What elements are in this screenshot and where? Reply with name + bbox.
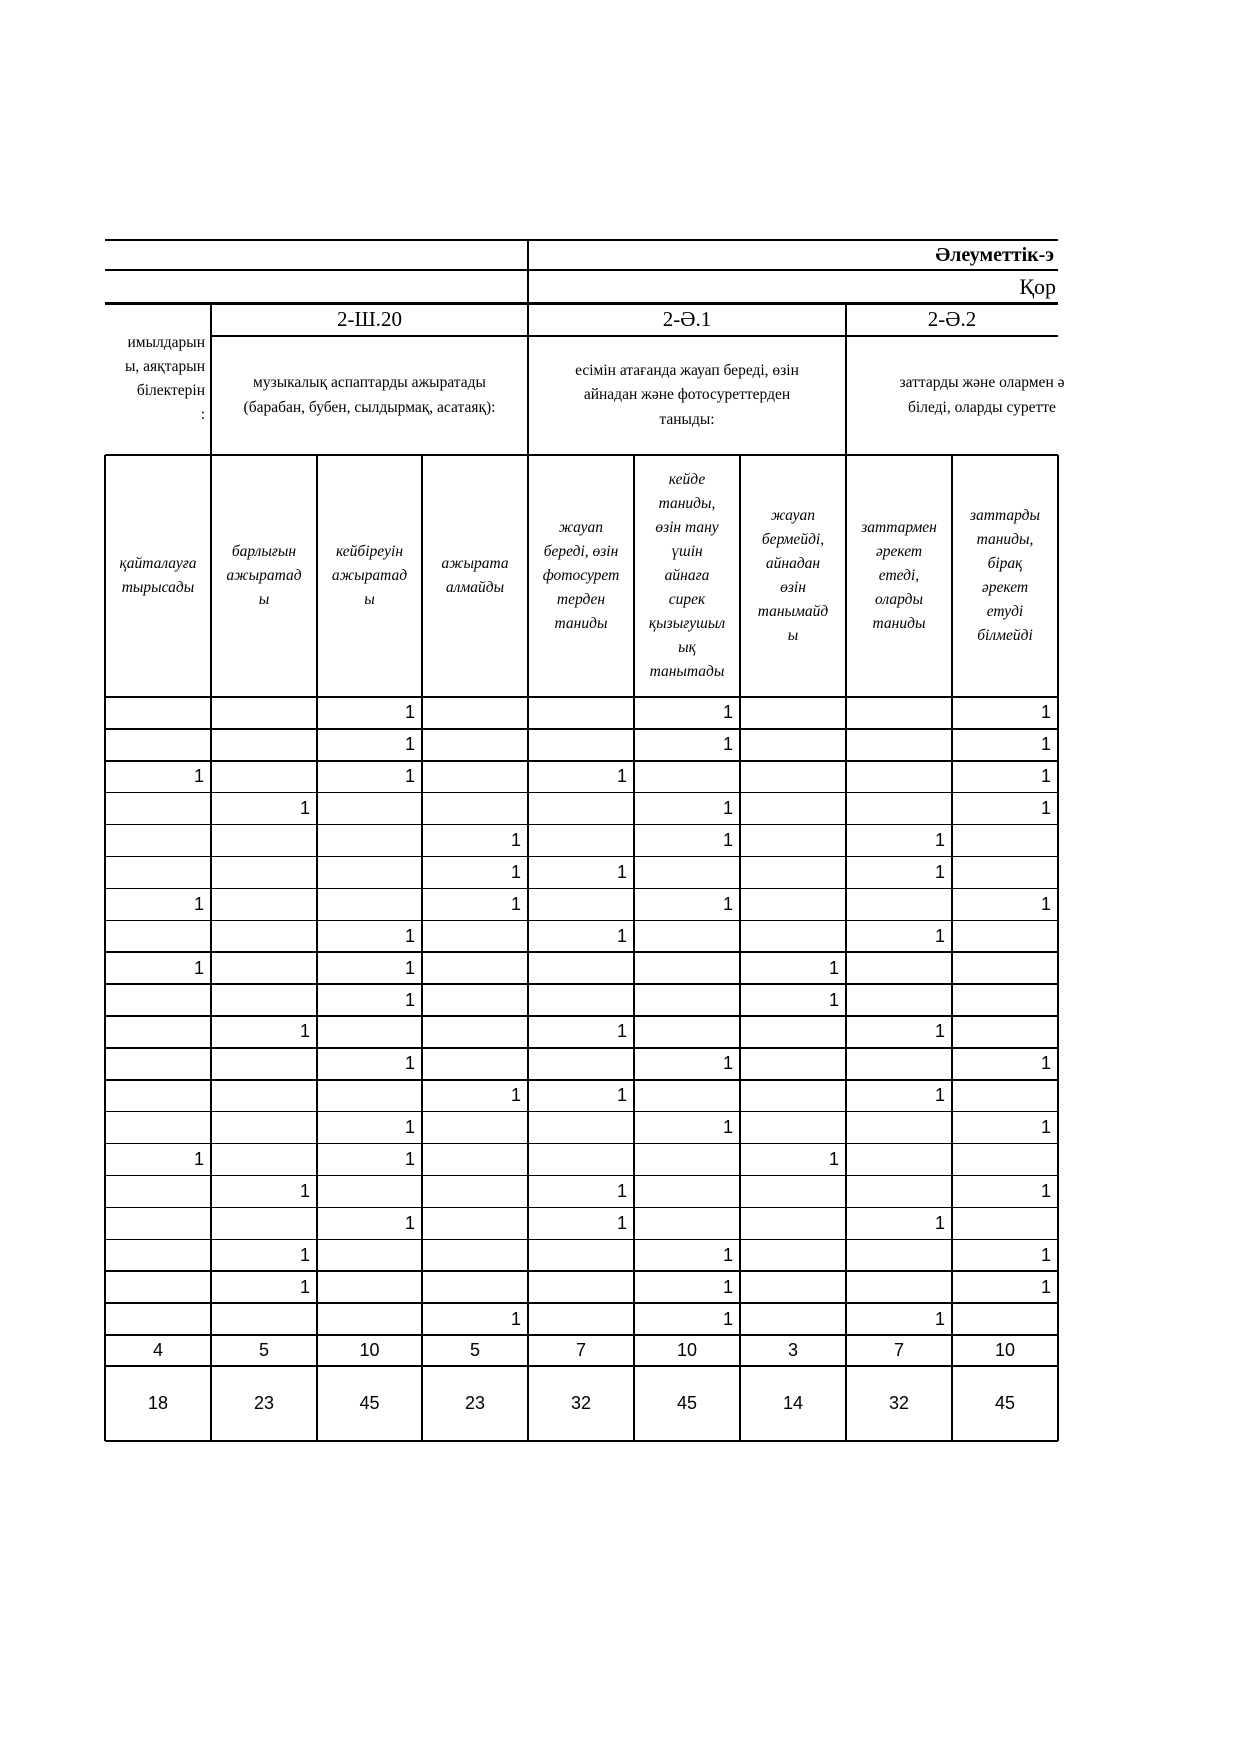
data-cell — [211, 952, 317, 984]
level-column-header: қайталауға тырысады — [119, 554, 197, 596]
percent-cell: 32 — [570, 1393, 592, 1413]
data-cell: 1 — [616, 1085, 627, 1106]
data-cell — [634, 920, 740, 952]
data-cell — [317, 825, 422, 857]
data-cell — [740, 729, 846, 761]
data-cell — [740, 761, 846, 793]
data-cell: 1 — [299, 1244, 310, 1265]
data-cell — [952, 825, 1058, 857]
data-cell — [846, 1144, 952, 1176]
data-cell — [211, 857, 317, 889]
data-cell: 1 — [193, 1149, 204, 1170]
data-cell — [846, 697, 952, 729]
data-cell: 1 — [510, 861, 521, 882]
data-cell: 1 — [1040, 1180, 1051, 1201]
total-cell: 10 — [676, 1340, 698, 1360]
data-cell — [634, 857, 740, 889]
data-cell — [211, 1207, 317, 1239]
data-cell — [740, 1112, 846, 1144]
data-cell — [740, 888, 846, 920]
data-cell — [211, 920, 317, 952]
data-cell: 1 — [404, 702, 415, 723]
data-cell — [105, 984, 211, 1016]
data-cell — [317, 1271, 422, 1303]
data-cell — [211, 888, 317, 920]
data-cell — [211, 729, 317, 761]
data-cell — [952, 1303, 1058, 1335]
data-cell: 1 — [193, 957, 204, 978]
data-cell — [740, 1207, 846, 1239]
data-cell — [528, 1239, 634, 1271]
data-cell — [105, 1176, 211, 1208]
data-cell — [528, 1048, 634, 1080]
data-cell: 1 — [934, 830, 945, 851]
data-cell: 1 — [299, 798, 310, 819]
data-cell — [634, 761, 740, 793]
data-cell — [211, 1112, 317, 1144]
data-cell — [422, 952, 528, 984]
data-cell: 1 — [722, 1308, 733, 1329]
data-cell: 1 — [1040, 734, 1051, 755]
data-cell — [528, 888, 634, 920]
data-cell: 1 — [934, 861, 945, 882]
data-cell — [422, 793, 528, 825]
data-cell — [846, 1048, 952, 1080]
data-cell — [422, 1176, 528, 1208]
data-cell: 1 — [934, 1021, 945, 1042]
data-cell — [422, 1207, 528, 1239]
data-cell — [422, 1239, 528, 1271]
data-cell — [952, 1144, 1058, 1176]
data-cell: 1 — [299, 1180, 310, 1201]
subgroup-title: Қор — [1019, 273, 1056, 299]
data-cell — [317, 1016, 422, 1048]
data-cell — [528, 1303, 634, 1335]
data-cell — [317, 1239, 422, 1271]
level-column-header: заттарды таниды, бірақ әрекет етуді білмейді — [969, 506, 1040, 645]
data-cell: 1 — [510, 1085, 521, 1106]
data-cell — [528, 697, 634, 729]
data-cell — [846, 888, 952, 920]
data-cell — [634, 1016, 740, 1048]
data-cell — [528, 793, 634, 825]
data-cell — [952, 1080, 1058, 1112]
data-cell — [634, 1144, 740, 1176]
data-cell — [952, 920, 1058, 952]
data-cell: 1 — [934, 1212, 945, 1233]
total-cell: 7 — [893, 1340, 904, 1360]
data-cell: 1 — [404, 925, 415, 946]
data-cell: 1 — [722, 1053, 733, 1074]
data-cell: 1 — [722, 830, 733, 851]
percent-cell: 45 — [676, 1393, 698, 1413]
data-cell — [105, 1048, 211, 1080]
data-cell — [740, 1271, 846, 1303]
data-cell — [422, 1048, 528, 1080]
data-cell — [422, 1112, 528, 1144]
indicator-code: 2-Ә.1 — [662, 307, 712, 331]
data-cell — [740, 793, 846, 825]
total-cell: 4 — [152, 1340, 163, 1360]
data-cell: 1 — [934, 1308, 945, 1329]
data-cell — [422, 1271, 528, 1303]
indicator-description: имылдарын ы, аяқтарын білектерін : — [124, 333, 205, 424]
data-cell — [317, 793, 422, 825]
data-cell — [422, 1016, 528, 1048]
data-cell: 1 — [934, 1085, 945, 1106]
data-cell: 1 — [722, 798, 733, 819]
percent-cell: 23 — [253, 1393, 275, 1413]
data-cell: 1 — [404, 957, 415, 978]
data-cell — [528, 825, 634, 857]
data-cell: 1 — [828, 957, 839, 978]
data-cell — [317, 1303, 422, 1335]
data-cell — [211, 1048, 317, 1080]
data-cell — [740, 920, 846, 952]
data-cell: 1 — [616, 1021, 627, 1042]
data-cell: 1 — [193, 766, 204, 787]
data-cell: 1 — [299, 1021, 310, 1042]
data-cell — [846, 1112, 952, 1144]
data-cell — [952, 857, 1058, 889]
total-cell: 5 — [469, 1340, 480, 1360]
data-cell — [528, 984, 634, 1016]
data-cell — [740, 1303, 846, 1335]
data-cell: 1 — [404, 1212, 415, 1233]
data-cell: 1 — [1040, 766, 1051, 787]
data-cell — [846, 1271, 952, 1303]
data-cell — [846, 1239, 952, 1271]
data-cell — [740, 697, 846, 729]
data-cell — [422, 1144, 528, 1176]
data-cell — [317, 888, 422, 920]
data-cell: 1 — [616, 861, 627, 882]
data-cell: 1 — [722, 1117, 733, 1138]
data-cell — [740, 857, 846, 889]
total-cell: 3 — [787, 1340, 798, 1360]
percent-cell: 45 — [994, 1393, 1016, 1413]
data-cell — [634, 1080, 740, 1112]
indicator-description: заттарды және олармен ә біледі, оларды суретте — [899, 374, 1065, 416]
data-cell — [105, 729, 211, 761]
data-cell: 1 — [1040, 798, 1051, 819]
data-cell — [317, 1176, 422, 1208]
indicator-code: 2-Ш.20 — [337, 307, 402, 331]
data-cell — [740, 825, 846, 857]
data-cell — [634, 952, 740, 984]
group-title: Әлеуметтік-э — [935, 243, 1054, 266]
level-column-header: жауап береді, өзін фотосурет терден таниды — [542, 518, 620, 633]
data-cell — [846, 952, 952, 984]
data-cell: 1 — [1040, 1244, 1051, 1265]
indicator-code: 2-Ә.2 — [927, 307, 977, 331]
data-cell: 1 — [404, 1053, 415, 1074]
data-cell — [740, 1239, 846, 1271]
data-cell: 1 — [1040, 1276, 1051, 1297]
data-cell — [528, 729, 634, 761]
data-cell — [105, 1016, 211, 1048]
data-cell: 1 — [722, 734, 733, 755]
data-cell: 1 — [510, 893, 521, 914]
percent-cell: 14 — [782, 1393, 804, 1413]
data-cell — [211, 1303, 317, 1335]
data-cell — [211, 697, 317, 729]
data-cell: 1 — [1040, 1053, 1051, 1074]
percent-cell: 18 — [147, 1393, 169, 1413]
data-cell — [422, 697, 528, 729]
data-cell — [211, 1080, 317, 1112]
total-cell: 10 — [359, 1340, 380, 1360]
data-cell — [105, 1303, 211, 1335]
data-cell — [952, 1016, 1058, 1048]
data-cell — [952, 984, 1058, 1016]
data-cell — [422, 761, 528, 793]
data-cell: 1 — [193, 893, 204, 914]
data-cell — [952, 1207, 1058, 1239]
data-cell: 1 — [616, 925, 627, 946]
data-cell — [846, 984, 952, 1016]
total-cell: 10 — [994, 1340, 1016, 1360]
level-column-header: барлығын ажыратад ы — [226, 542, 302, 608]
data-cell: 1 — [404, 1149, 415, 1170]
data-cell — [528, 1112, 634, 1144]
data-cell — [528, 952, 634, 984]
percent-cell: 32 — [888, 1393, 910, 1413]
data-cell — [846, 1176, 952, 1208]
data-cell — [422, 984, 528, 1016]
data-cell — [105, 825, 211, 857]
data-cell: 1 — [722, 702, 733, 723]
data-cell: 1 — [404, 1117, 415, 1138]
data-cell: 1 — [1040, 702, 1051, 723]
data-cell: 1 — [404, 734, 415, 755]
data-cell: 1 — [828, 1149, 839, 1170]
percent-cell: 45 — [359, 1393, 380, 1413]
data-cell — [846, 729, 952, 761]
data-cell: 1 — [616, 766, 627, 787]
indicator-description: музыкалық аспаптарды ажыратады (барабан, бубен, сылдырмақ, асатаяқ): — [243, 374, 496, 416]
data-cell — [211, 984, 317, 1016]
data-cell — [528, 1271, 634, 1303]
level-column-header: ажырата алмайды — [441, 554, 509, 596]
data-cell — [105, 920, 211, 952]
data-cell — [317, 857, 422, 889]
data-cell: 1 — [934, 925, 945, 946]
data-cell — [740, 1048, 846, 1080]
indicator-description: есімін атағанда жауап береді, өзін айнадан және фотосуреттерден таныды: — [575, 362, 799, 428]
data-cell: 1 — [510, 1308, 521, 1329]
data-cell — [634, 1207, 740, 1239]
percent-cell: 23 — [464, 1393, 486, 1413]
total-cell: 5 — [258, 1340, 269, 1360]
data-cell — [105, 793, 211, 825]
total-cell: 7 — [575, 1340, 586, 1360]
data-cell: 1 — [828, 989, 839, 1010]
data-cell — [211, 825, 317, 857]
data-cell — [317, 1080, 422, 1112]
data-cell — [211, 761, 317, 793]
data-cell — [105, 697, 211, 729]
data-cell — [740, 1016, 846, 1048]
data-cell: 1 — [1040, 1117, 1051, 1138]
level-column-header: кейде таниды, өзін тану үшін айнаға сирек қызығушыл ық танытады — [648, 470, 726, 681]
data-cell — [105, 1239, 211, 1271]
data-cell — [105, 1080, 211, 1112]
data-cell: 1 — [404, 766, 415, 787]
data-cell — [422, 920, 528, 952]
level-column-header: кейбіреуін ажыратад ы — [331, 542, 408, 608]
data-cell: 1 — [1040, 893, 1051, 914]
data-cell: 1 — [299, 1276, 310, 1297]
data-cell — [105, 1207, 211, 1239]
data-cell — [211, 1144, 317, 1176]
data-cell — [846, 761, 952, 793]
data-cell: 1 — [616, 1212, 627, 1233]
data-cell: 1 — [616, 1180, 627, 1201]
data-cell: 1 — [722, 1244, 733, 1265]
data-cell: 1 — [722, 893, 733, 914]
data-cell — [422, 729, 528, 761]
data-cell — [105, 1271, 211, 1303]
data-cell — [105, 1112, 211, 1144]
level-column-header: заттармен әрекет етеді, оларды таниды — [861, 518, 937, 633]
data-cell — [740, 1176, 846, 1208]
data-cell — [634, 984, 740, 1016]
data-cell — [105, 857, 211, 889]
data-cell — [528, 1144, 634, 1176]
data-cell: 1 — [722, 1276, 733, 1297]
data-cell — [846, 793, 952, 825]
data-cell — [634, 1176, 740, 1208]
data-cell: 1 — [510, 830, 521, 851]
data-cell — [740, 1080, 846, 1112]
data-cell: 1 — [404, 989, 415, 1010]
level-column-header: жауап бермейді, айнадан өзін танымайд ы — [757, 506, 829, 645]
data-cell — [952, 952, 1058, 984]
